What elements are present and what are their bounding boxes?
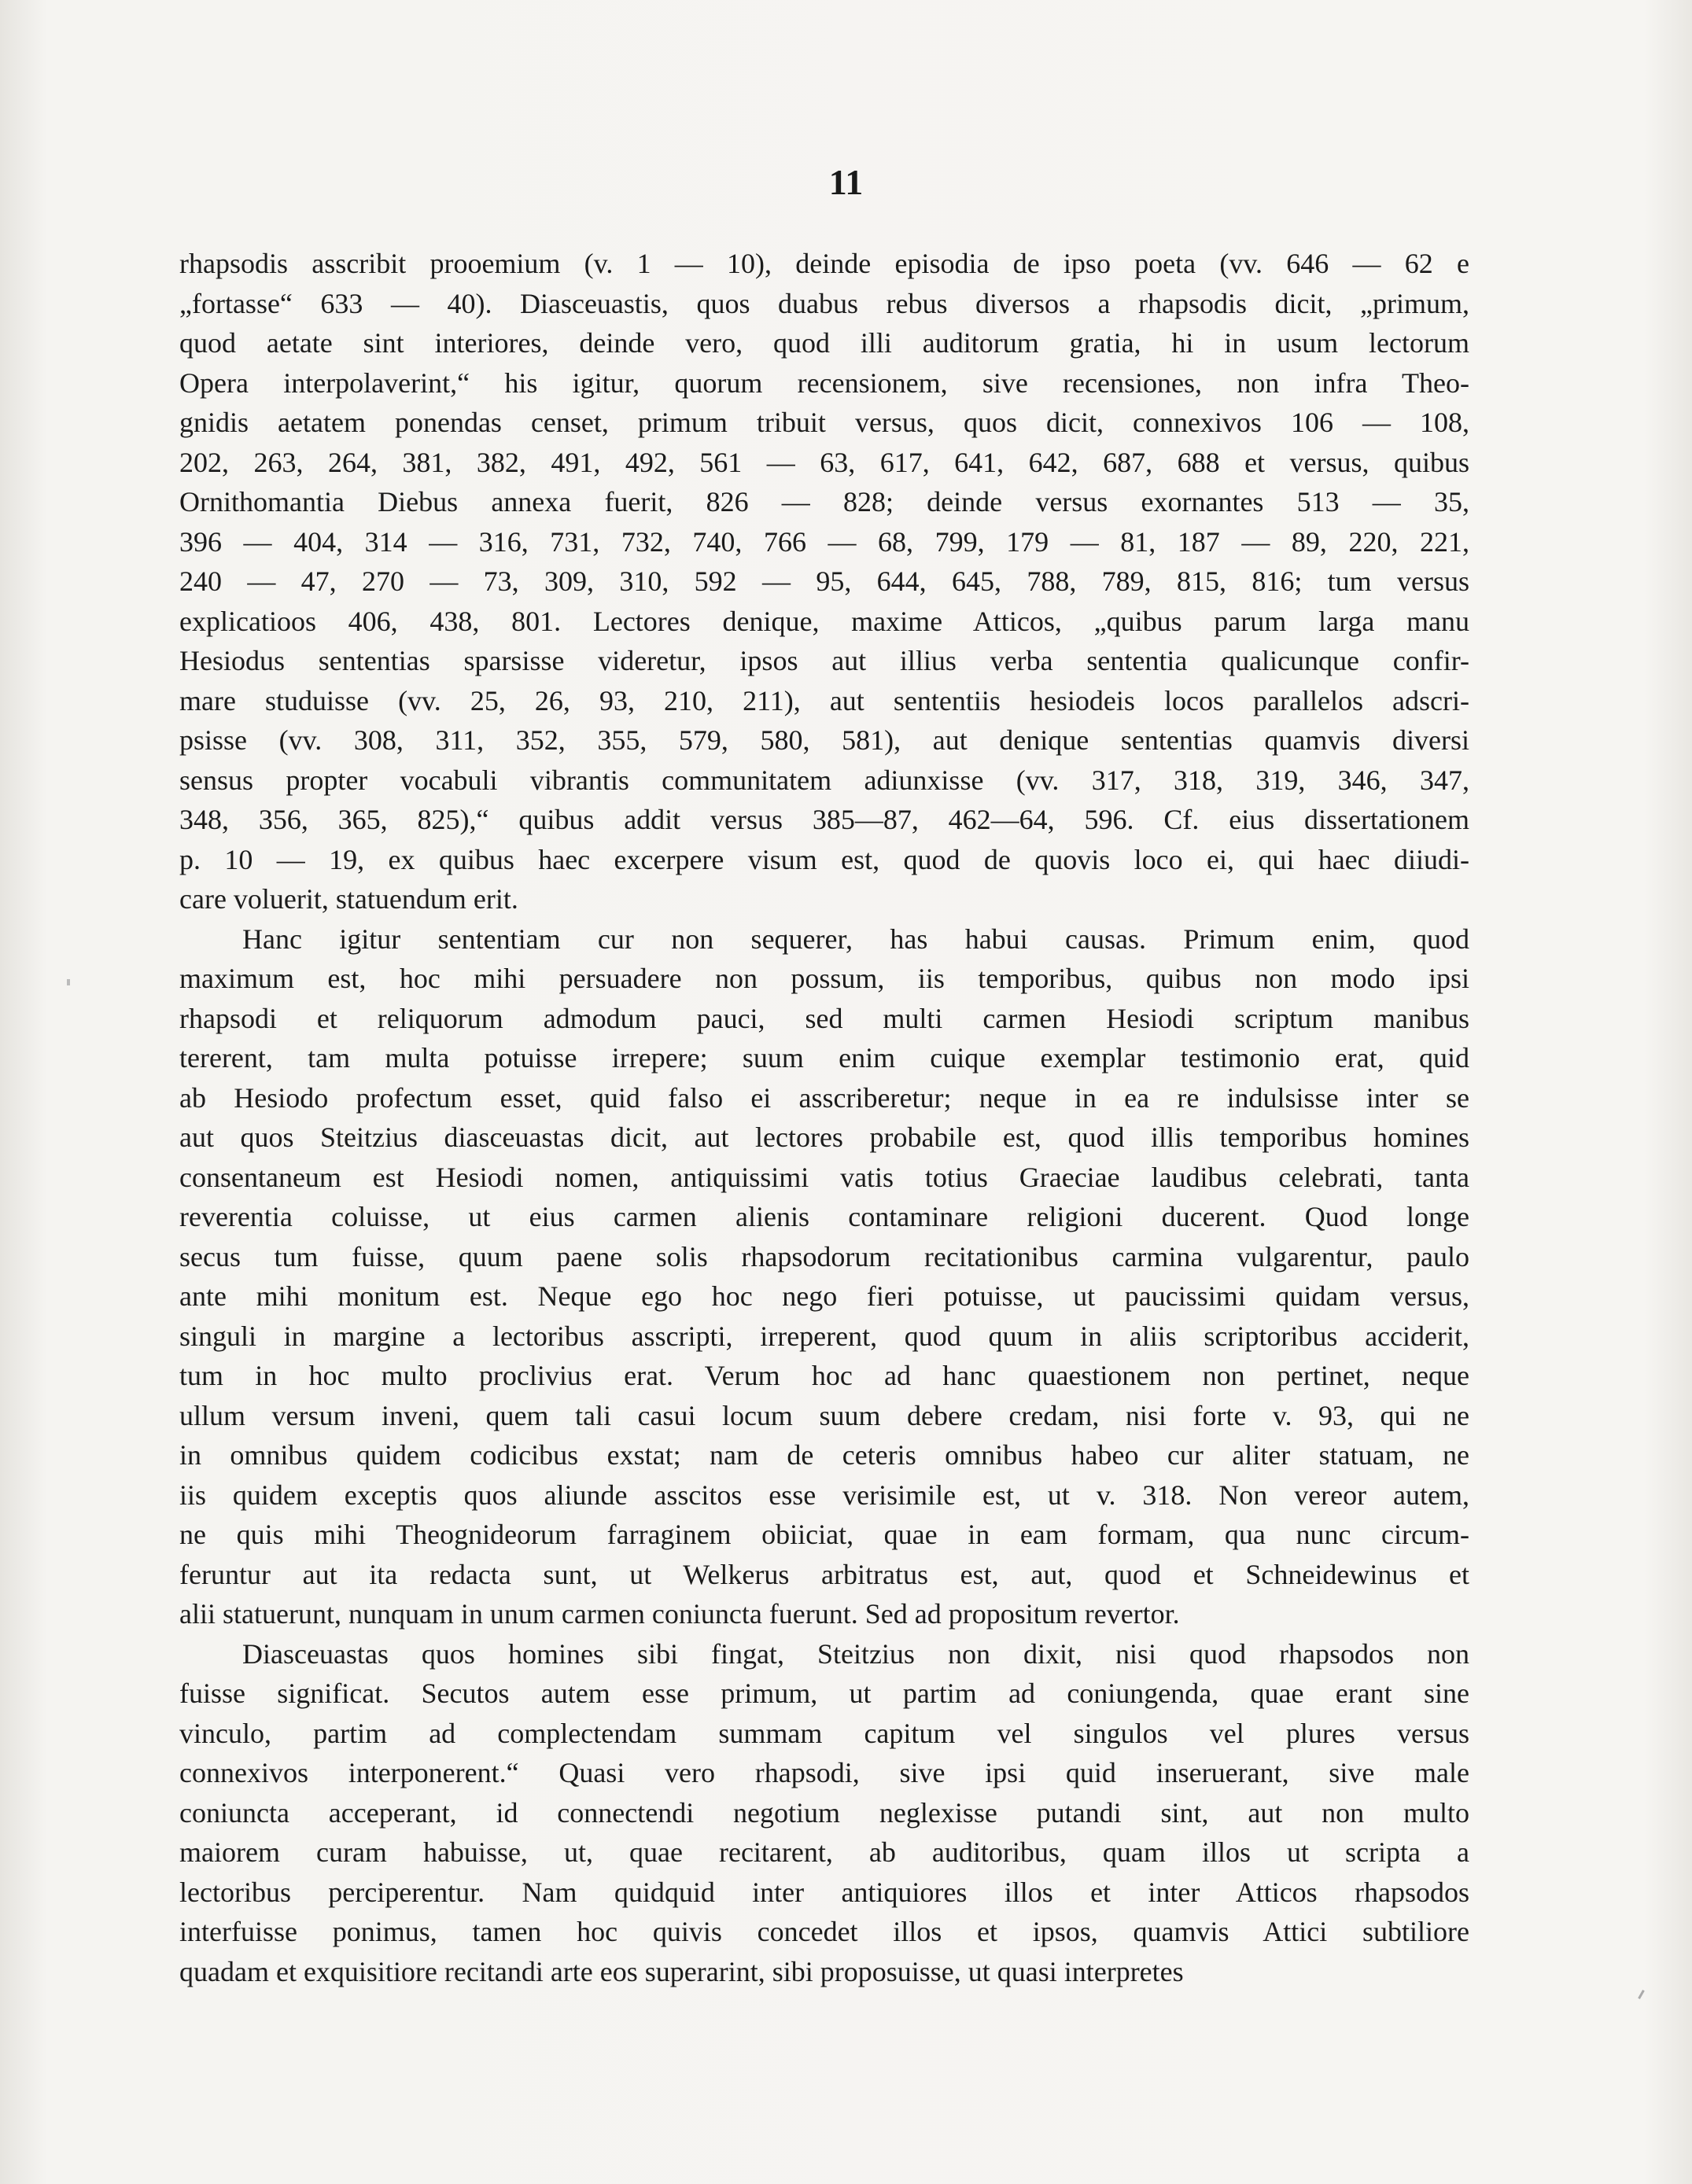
text-line: ullum versum inveni, quem tali casui locum suum debere credam, nisi forte v. 93, qui ne xyxy=(179,1399,1469,1431)
page-number: 11 xyxy=(828,162,864,202)
text-line: gnidis aetatem ponendas censet, primum tribuit versus, quos dicit, connexivos 106 — 108, xyxy=(179,407,1469,438)
text-line: singuli in margine a lectoribus asscripti, irreperent, quod quum in aliis scriptoribus acciderit, xyxy=(179,1320,1469,1352)
text-line: reverentia coluisse, ut eius carmen alienis contaminare religioni ducerent. Quod longe xyxy=(179,1201,1469,1232)
text-line: lectoribus perciperentur. Nam quidquid inter antiquiores illos et inter Atticos rhapsodos xyxy=(179,1876,1469,1908)
text-line: explicatioos 406, 438, 801. Lectores denique, maxime Atticos, „quibus parum larga manu xyxy=(179,605,1469,637)
text-line: tererent, tam multa potuisse irrepere; suum enim cuique exemplar testimonio erat, quid xyxy=(179,1042,1469,1074)
text-line: Opera interpolaverint,“ his igitur, quorum recensionem, sive recensiones, non infra Theo- xyxy=(179,366,1469,399)
text-line: sensus propter vocabuli vibrantis communitatem adiunxisse (vv. 317, 318, 319, 346, 347, xyxy=(179,764,1469,796)
paragraph-1 xyxy=(179,244,1469,919)
text-line: Diasceuastas quos homines sibi fingat, Steitzius non dixit, nisi quod rhapsodos non xyxy=(242,1637,1469,1670)
text-line: Hesiodus sententias sparsisse videretur, ipsos aut illius verba sententia qualicunque confir- xyxy=(179,645,1469,676)
text-line: ne quis mihi Theognideorum farraginem obiiciat, quae in eam formam, qua nunc circum- xyxy=(179,1519,1469,1550)
text-line: psisse (vv. 308, 311, 352, 355, 579, 580, 581), aut denique sententias quamvis diversi xyxy=(179,724,1469,756)
text-line: quadam et exquisitiore recitandi arte eos superarint, sibi proposuisse, ut quasi interpretes xyxy=(179,1955,1184,1987)
text-line: secus tum fuisse, quum paene solis rhapsodorum recitationibus carmina vulgarentur, paulo xyxy=(179,1240,1469,1272)
text-line: tum in hoc multo proclivius erat. Verum hoc ad hanc quaestionem non pertinet, neque xyxy=(179,1360,1469,1391)
text-line: iis quidem exceptis quos aliunde asscitos esse verisimile est, ut v. 318. Non vereor autem, xyxy=(179,1479,1469,1511)
text-line: in omnibus quidem codicibus exstat; nam de ceteris omnibus habeo cur aliter statuam, ne xyxy=(179,1439,1469,1471)
text-line: consentaneum est Hesiodi nomen, antiquissimi vatis totius Graeciae laudibus celebrati, tanta xyxy=(179,1161,1469,1193)
text-line: rhapsodis asscribit prooemium (v. 1 — 10), deinde episodia de ipso poeta (vv. 646 — 62 e xyxy=(179,248,1469,279)
text-line: alii statuerunt, nunquam in unum carmen coniuncta fuerunt. Sed ad propositum revertor. xyxy=(179,1598,1180,1630)
text-line: 396 — 404, 314 — 316, 731, 732, 740, 766 — 68, 799, 179 — 81, 187 — 89, 220, 221, xyxy=(179,525,1469,558)
text-line: coniuncta acceperant, id connectendi negotium neglexisse putandi sint, aut non multo xyxy=(179,1796,1469,1829)
text-line: vinculo, partim ad complectendam summam capitum vel singulos vel plures versus xyxy=(179,1717,1469,1749)
text-line: „fortasse“ 633 — 40). Diasceuastis, quos duabus rebus diversos a rhapsodis dicit, „primum, xyxy=(179,287,1469,319)
text-line: interfuisse ponimus, tamen hoc quivis concedet illos et ipsos, quamvis Attici subtiliore xyxy=(179,1916,1469,1947)
text-line: quod aetate sint interiores, deinde vero, quod illi auditorum gratia, hi in usum lectorum xyxy=(179,327,1469,359)
text-line: maiorem curam habuisse, ut, quae recitarent, ab auditoribus, quam illos ut scripta a xyxy=(179,1836,1469,1868)
text-line: fuisse significat. Secutos autem esse primum, ut partim ad coniungenda, quae erant sine xyxy=(179,1678,1469,1709)
paragraph-3 xyxy=(179,1634,1469,1992)
text-line: maximum est, hoc mihi persuadere non possum, iis temporibus, quibus non modo ipsi xyxy=(179,963,1469,994)
text-line: aut quos Steitzius diasceuastas dicit, aut lectores probabile est, quod illis temporibus homines xyxy=(179,1121,1469,1153)
text-line: 240 — 47, 270 — 73, 309, 310, 592 — 95, 644, 645, 788, 789, 815, 816; tum versus xyxy=(179,565,1469,597)
text-line: ab Hesiodo profectum esset, quid falso ei asscriberetur; neque in ea re indulsisse inter se xyxy=(179,1081,1469,1114)
body-text xyxy=(179,244,1469,1991)
text-line: p. 10 — 19, ex quibus haec excerpere visum est, quod de quovis loco ei, qui haec diiudi- xyxy=(179,843,1469,875)
text-line: connexivos interponerent.“ Quasi vero rhapsodi, sive ipsi quid inseruerant, sive male xyxy=(179,1757,1469,1788)
text-line: care voluerit, statuendum erit. xyxy=(179,883,518,915)
text-line: Ornithomantia Diebus annexa fuerit, 826 — 828; deinde versus exornantes 513 — 35, xyxy=(179,486,1469,517)
text-line: 202, 263, 264, 381, 382, 491, 492, 561 — 63, 617, 641, 642, 687, 688 et versus, quibus xyxy=(179,446,1469,478)
text-line: Hanc igitur sententiam cur non sequerer, has habui causas. Primum enim, quod xyxy=(242,923,1469,955)
text-line: ante mihi monitum est. Neque ego hoc nego fieri potuisse, ut paucissimi quidam versus, xyxy=(179,1280,1469,1312)
text-line: rhapsodi et reliquorum admodum pauci, sed multi carmen Hesiodi scriptum manibus xyxy=(179,1002,1469,1034)
paragraph-2 xyxy=(179,919,1469,1634)
margin-mark xyxy=(1638,1990,1645,1999)
text-line: mare studuisse (vv. 25, 26, 93, 210, 211), aut sententiis hesiodeis locos parallelos adscri- xyxy=(179,684,1469,716)
text-line: feruntur aut ita redacta sunt, ut Welkerus arbitratus est, aut, quod et Schneidewinus et xyxy=(179,1558,1469,1590)
text-line: 348, 356, 365, 825),“ quibus addit versus 385—87, 462—64, 596. Cf. eius dissertationem xyxy=(179,804,1469,835)
margin-mark xyxy=(67,979,70,985)
